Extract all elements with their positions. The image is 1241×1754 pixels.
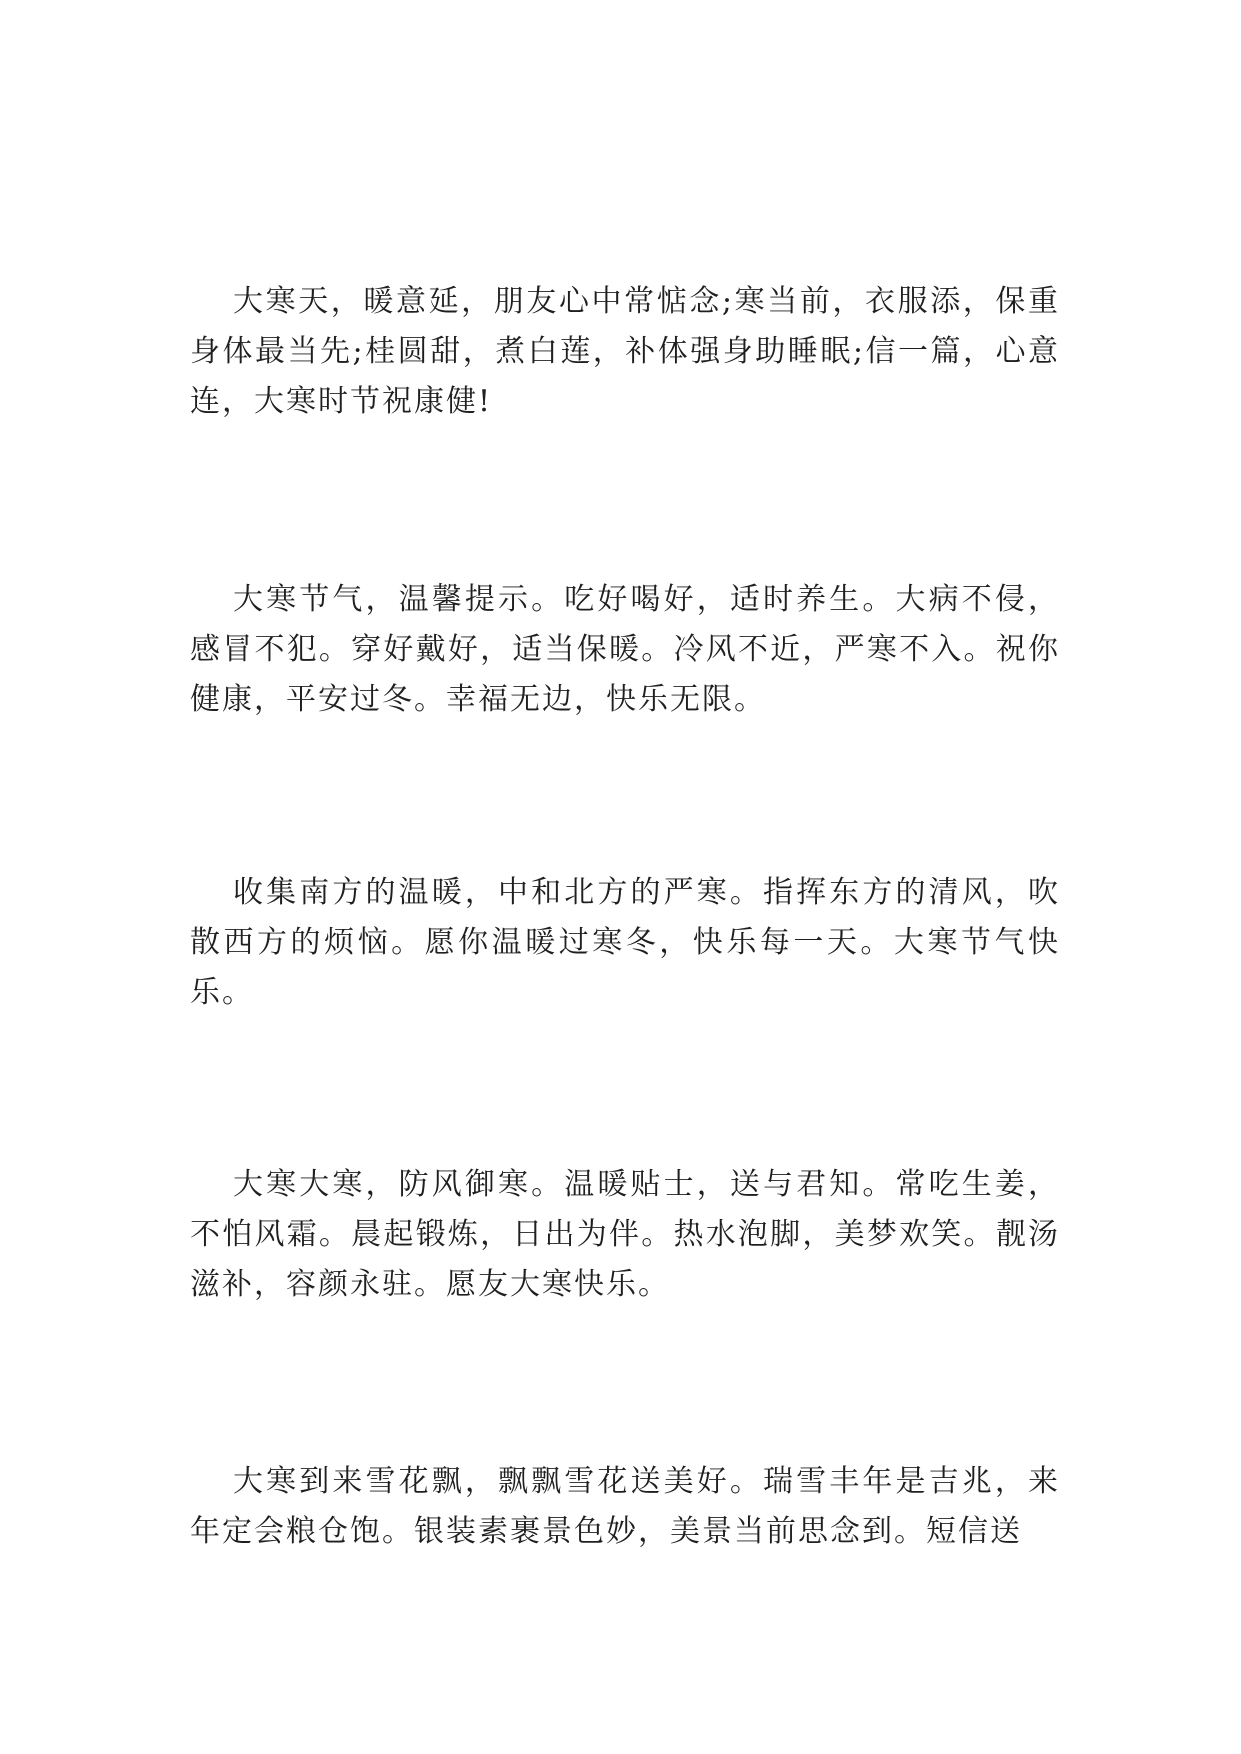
paragraph-5: 大寒到来雪花飘，飘飘雪花送美好。瑞雪丰年是吉兆，来年定会粮仓饱。银装素裹景色妙，美景当前思念到。短信送 bbox=[190, 1464, 1060, 1549]
paragraph-1: 大寒天，暖意延，朋友心中常惦念;寒当前，衣服添，保重身体最当先;桂圆甜，煮白莲，补体强身助睡眠;信一篇，心意连，大寒时节祝康健! bbox=[190, 284, 1060, 419]
paragraph-2: 大寒节气，温馨提示。吃好喝好，适时养生。大病不侵，感冒不犯。穿好戴好，适当保暖。冷风不近，严寒不入。祝你健康，平安过冬。幸福无边，快乐无限。 bbox=[190, 582, 1060, 717]
paragraph-3: 收集南方的温暖，中和北方的严寒。指挥东方的清风，吹散西方的烦恼。愿你温暖过寒冬，快乐每一天。大寒节气快乐。 bbox=[190, 875, 1060, 1010]
paragraph-4: 大寒大寒，防风御寒。温暖贴士，送与君知。常吃生姜，不怕风霜。晨起锻炼，日出为伴。热水泡脚，美梦欢笑。靓汤滋补，容颜永驻。愿友大寒快乐。 bbox=[190, 1167, 1060, 1302]
